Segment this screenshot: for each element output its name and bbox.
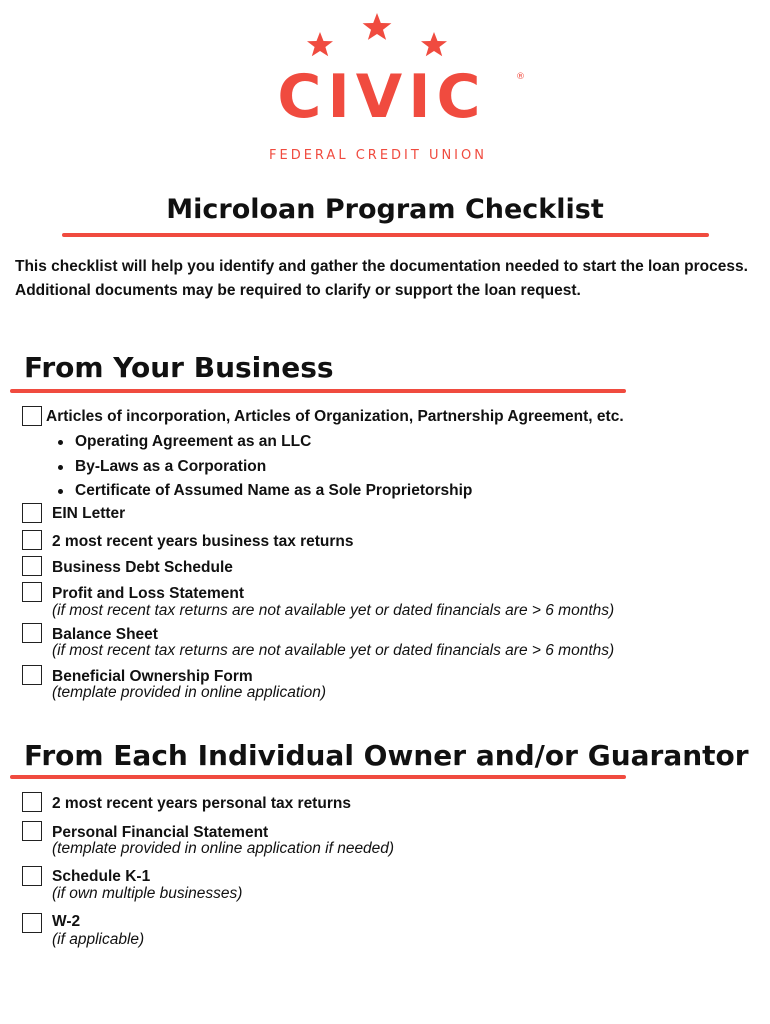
checkbox[interactable] xyxy=(22,582,42,602)
item-label: Business Debt Schedule xyxy=(52,559,233,576)
item-label: Profit and Loss Statement xyxy=(52,585,245,602)
logo-wordmark: CIVIC xyxy=(277,62,487,132)
star-icon xyxy=(421,32,447,56)
section-underline xyxy=(10,775,626,779)
intro-paragraph: This checklist will help you identify and gather the documentation needed to start the loan process. Additional documents may be required to clarify or support the loan request. xyxy=(15,258,748,299)
checkbox[interactable] xyxy=(22,406,42,426)
bullet-text: Operating Agreement as an LLC xyxy=(75,433,312,450)
checkbox[interactable] xyxy=(22,665,42,685)
bullet-dot xyxy=(58,440,63,445)
title-underline xyxy=(62,233,709,237)
item-label: 2 most recent years business tax returns xyxy=(52,533,354,550)
logo-subtitle: FEDERAL CREDIT UNION xyxy=(269,148,487,163)
item-label: Personal Financial Statement xyxy=(52,824,269,841)
checkbox[interactable] xyxy=(22,503,42,523)
checkbox[interactable] xyxy=(22,556,42,576)
item-label: 2 most recent years personal tax returns xyxy=(52,795,351,812)
bullet-dot xyxy=(58,465,63,470)
star-icon xyxy=(307,32,333,56)
page-title: Microloan Program Checklist xyxy=(166,194,604,225)
civic-logo xyxy=(0,0,770,175)
checkbox[interactable] xyxy=(22,821,42,841)
checkbox[interactable] xyxy=(22,792,42,812)
item-note: (if own multiple businesses) xyxy=(52,885,243,902)
item-note: (template provided in online application if needed) xyxy=(52,840,395,857)
bullet-text: By-Laws as a Corporation xyxy=(75,458,267,475)
registered-mark: ® xyxy=(516,72,525,82)
section-heading-business: From Your Business xyxy=(24,351,334,384)
item-note: (template provided in online application) xyxy=(52,684,326,701)
item-label: Articles of incorporation, Articles of Organization, Partnership Agreement, etc. xyxy=(46,408,624,425)
checkbox[interactable] xyxy=(22,530,42,550)
section-heading-owner: From Each Individual Owner and/or Guarantor xyxy=(24,739,749,772)
logo-stars-icon xyxy=(300,10,460,65)
star-icon xyxy=(363,13,392,40)
section-underline xyxy=(10,389,626,393)
bullet-dot xyxy=(58,489,63,494)
item-note: (if most recent tax returns are not available yet or dated financials are > 6 months) xyxy=(52,642,615,659)
item-label: Beneficial Ownership Form xyxy=(52,668,253,685)
item-note: (if applicable) xyxy=(52,931,145,948)
item-label: Balance Sheet xyxy=(52,626,158,643)
item-label: Schedule K-1 xyxy=(52,868,151,885)
checkbox[interactable] xyxy=(22,913,42,933)
checkbox[interactable] xyxy=(22,866,42,886)
bullet-text: Certificate of Assumed Name as a Sole Proprietorship xyxy=(75,482,473,499)
item-note: (if most recent tax returns are not available yet or dated financials are > 6 months) xyxy=(52,602,615,619)
item-label: EIN Letter xyxy=(52,505,126,522)
checkbox[interactable] xyxy=(22,623,42,643)
item-label: W-2 xyxy=(52,913,81,930)
